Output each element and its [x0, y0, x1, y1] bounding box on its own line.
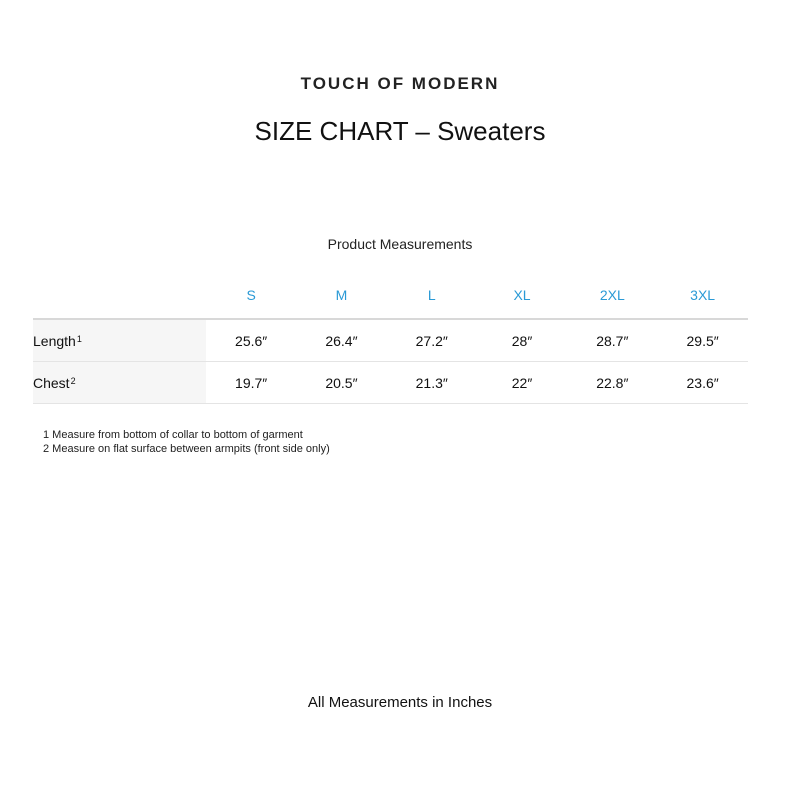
table-cell: 27.2″ [415, 332, 448, 349]
size-header-row [33, 272, 748, 320]
row-label-text: Length [33, 332, 76, 349]
size-header: 2XL [599, 287, 625, 303]
size-header: XL [513, 287, 531, 303]
size-header: 3XL [690, 287, 716, 303]
table-cell: 29.5″ [686, 332, 719, 349]
footnote: 2 Measure on flat surface between armpits (front side only) [43, 443, 330, 455]
table-cell: 28.7″ [596, 332, 629, 349]
table-cell: 25.6″ [235, 332, 268, 349]
table-row-chest [33, 362, 748, 404]
size-header: M [335, 287, 348, 303]
footnote: 1 Measure from bottom of collar to bottom of garment [43, 429, 303, 441]
table-cell: 23.6″ [686, 374, 719, 391]
table-row-length [33, 320, 748, 362]
size-header: S [246, 287, 256, 303]
row-label [33, 320, 206, 361]
units-note: All Measurements in Inches [307, 694, 493, 711]
table-cell: 26.4″ [325, 332, 358, 349]
brand-logo: TOUCH OF MODERN [300, 74, 500, 93]
row-label-text: Chest [33, 374, 70, 391]
page-title: SIZE CHART – Sweaters [254, 116, 546, 146]
table-cell: 21.3″ [415, 374, 448, 391]
table-cell: 19.7″ [235, 374, 268, 391]
table-cell: 22.8″ [596, 374, 629, 391]
table-cell: 28″ [511, 332, 533, 349]
size-chart-table [33, 272, 748, 404]
table-caption: Product Measurements [327, 236, 473, 252]
size-header: L [427, 287, 436, 303]
footnote-marker: 2 [70, 375, 76, 386]
footnotes [43, 428, 330, 456]
footnote-marker: 1 [76, 333, 82, 344]
row-label [33, 362, 206, 403]
table-cell: 22″ [511, 374, 533, 391]
table-cell: 20.5″ [325, 374, 358, 391]
header-spacer [33, 272, 206, 318]
